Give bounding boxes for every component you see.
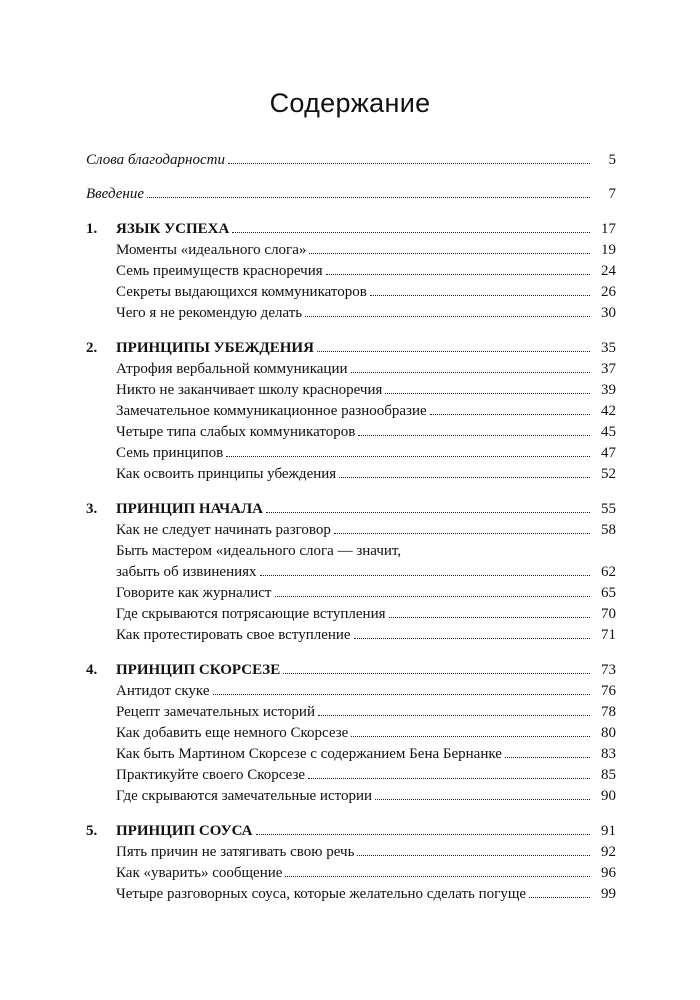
page-number: 70 xyxy=(601,606,616,622)
dot-leader xyxy=(370,295,590,296)
page-number: 92 xyxy=(601,844,616,860)
toc-chapter-5 xyxy=(86,821,616,842)
toc-item xyxy=(86,303,616,324)
dot-leader xyxy=(339,477,590,478)
dot-leader xyxy=(285,876,590,877)
toc-item xyxy=(86,583,616,604)
dot-leader xyxy=(309,253,590,254)
dot-leader xyxy=(351,372,590,373)
page-number: 42 xyxy=(601,403,616,419)
toc-item-text: Как быть Мартином Скорсезе с содержанием Бена Бернанке xyxy=(116,746,502,762)
dot-leader xyxy=(266,512,590,513)
toc-item xyxy=(86,282,616,303)
page-number: 19 xyxy=(601,242,616,258)
page-number: 52 xyxy=(601,466,616,482)
dot-leader xyxy=(430,414,590,415)
page-number: 73 xyxy=(601,662,616,678)
toc-item-text: Быть мастером «идеального слога — значит, xyxy=(116,543,402,559)
page-number: 96 xyxy=(601,865,616,881)
dot-leader xyxy=(228,163,590,164)
dot-leader xyxy=(318,715,590,716)
toc-item-text: Антидот скуке xyxy=(116,683,210,699)
toc-item xyxy=(86,723,616,744)
page-number: 62 xyxy=(601,564,616,580)
dot-leader xyxy=(385,393,590,394)
dot-leader xyxy=(529,897,590,898)
chapter-number: 1. xyxy=(86,221,98,237)
toc-item xyxy=(86,464,616,485)
toc-item-text: Где скрываются потрясающие вступления xyxy=(116,606,386,622)
toc-item xyxy=(86,422,616,443)
toc-item xyxy=(86,562,616,583)
toc-item xyxy=(86,863,616,884)
toc-item-text: Замечательное коммуникационное разнообразие xyxy=(116,403,427,419)
toc-item-text: Четыре разговорных соуса, которые желательно сделать погуще xyxy=(116,886,527,902)
page-number: 55 xyxy=(601,501,616,517)
page-number: 78 xyxy=(601,704,616,720)
toc-item-text: Говорите как журналист xyxy=(116,585,272,601)
chapter-number: 2. xyxy=(86,340,98,356)
toc-item-text: Четыре типа слабых коммуникаторов xyxy=(116,424,356,440)
toc-item-text: Моменты «идеального слога» xyxy=(116,242,307,258)
toc-entry-acknowledgements xyxy=(86,150,616,171)
page-number: 83 xyxy=(601,746,616,762)
page-number: 35 xyxy=(601,340,616,356)
dot-leader xyxy=(375,799,590,800)
toc-item xyxy=(86,604,616,625)
toc-item xyxy=(86,401,616,422)
toc-chapter-3 xyxy=(86,499,616,520)
page-number: 80 xyxy=(601,725,616,741)
page-number: 17 xyxy=(601,221,616,237)
page-number: 24 xyxy=(601,263,616,279)
dot-leader xyxy=(226,456,590,457)
dot-leader xyxy=(358,435,590,436)
toc-item-text: Практикуйте своего Скорсезе xyxy=(116,767,306,783)
toc-item-text: Как освоить принципы убеждения xyxy=(116,466,337,482)
chapter-number: 3. xyxy=(86,501,98,517)
toc-item xyxy=(86,380,616,401)
chapter-title: ПРИНЦИП СОУСА xyxy=(116,823,253,839)
toc-item-text: забыть об извинениях xyxy=(116,564,257,580)
page-number: 65 xyxy=(601,585,616,601)
toc-item-text: Никто не заканчивает школу красноречия xyxy=(116,382,383,398)
toc-item-text: Как не следует начинать разговор xyxy=(116,522,331,538)
page-number: 47 xyxy=(601,445,616,461)
chapter-title: ЯЗЫК УСПЕХА xyxy=(116,221,230,237)
toc-item-text: Рецепт замечательных историй xyxy=(116,704,315,720)
page-number: 39 xyxy=(601,382,616,398)
toc-item-text: Где скрываются замечательные истории xyxy=(116,788,373,804)
dot-leader xyxy=(256,834,590,835)
dot-leader xyxy=(317,351,590,352)
dot-leader xyxy=(354,638,590,639)
page-number: 7 xyxy=(608,186,616,202)
page-number: 30 xyxy=(601,305,616,321)
toc-item xyxy=(86,681,616,702)
dot-leader xyxy=(305,316,590,317)
toc-item xyxy=(86,261,616,282)
page-number: 26 xyxy=(601,284,616,300)
chapter-number: 5. xyxy=(86,823,98,839)
chapter-number: 4. xyxy=(86,662,98,678)
toc-item-text: Атрофия вербальной коммуникации xyxy=(116,361,348,377)
dot-leader xyxy=(260,575,590,576)
toc-chapter-1 xyxy=(86,219,616,240)
toc-item-text: Семь принципов xyxy=(116,445,224,461)
dot-leader xyxy=(283,673,590,674)
toc-item xyxy=(86,842,616,863)
toc-item xyxy=(86,786,616,807)
toc-chapter-2 xyxy=(86,338,616,359)
toc-item xyxy=(86,240,616,261)
dot-leader xyxy=(326,274,590,275)
page-number: 5 xyxy=(608,152,616,168)
toc-item xyxy=(86,744,616,765)
toc-item-text: Чего я не рекомендую делать xyxy=(116,305,303,321)
toc-item xyxy=(86,884,616,905)
table-of-contents xyxy=(86,150,616,905)
dot-leader xyxy=(232,232,590,233)
page-number: 71 xyxy=(601,627,616,643)
toc-entry-text: Введение xyxy=(86,186,144,202)
toc-item-text: Пять причин не затягивать свою речь xyxy=(116,844,355,860)
dot-leader xyxy=(505,757,590,758)
toc-item xyxy=(86,702,616,723)
page-number: 58 xyxy=(601,522,616,538)
page-number: 91 xyxy=(601,823,616,839)
dot-leader xyxy=(213,694,591,695)
dot-leader xyxy=(147,197,590,198)
chapter-title: ПРИНЦИПЫ УБЕЖДЕНИЯ xyxy=(116,340,314,356)
dot-leader xyxy=(334,533,590,534)
toc-item xyxy=(86,443,616,464)
chapter-title: ПРИНЦИП НАЧАЛА xyxy=(116,501,263,517)
toc-item xyxy=(86,359,616,380)
toc-item-text: Как протестировать свое вступление xyxy=(116,627,351,643)
toc-item xyxy=(86,541,616,562)
toc-chapter-4 xyxy=(86,660,616,681)
dot-leader xyxy=(351,736,590,737)
page-title: Содержание xyxy=(269,88,431,118)
dot-leader xyxy=(308,778,590,779)
dot-leader xyxy=(357,855,590,856)
dot-leader xyxy=(389,617,591,618)
toc-item-text: Как «уварить» сообщение xyxy=(116,865,283,881)
page-number: 99 xyxy=(601,886,616,902)
toc-entry-text: Слова благодарности xyxy=(86,152,225,168)
page-number: 85 xyxy=(601,767,616,783)
toc-item xyxy=(86,625,616,646)
toc-item-text: Секреты выдающихся коммуникаторов xyxy=(116,284,367,300)
page-number: 45 xyxy=(601,424,616,440)
page-number: 90 xyxy=(601,788,616,804)
toc-item-text: Семь преимуществ красноречия xyxy=(116,263,323,279)
page-number: 37 xyxy=(601,361,616,377)
page-number: 76 xyxy=(601,683,616,699)
dot-leader xyxy=(275,596,591,597)
toc-item xyxy=(86,765,616,786)
chapter-title: ПРИНЦИП СКОРСЕЗЕ xyxy=(116,662,281,678)
toc-item xyxy=(86,520,616,541)
toc-item-text: Как добавить еще немного Скорсезе xyxy=(116,725,349,741)
toc-entry-introduction xyxy=(86,184,616,205)
